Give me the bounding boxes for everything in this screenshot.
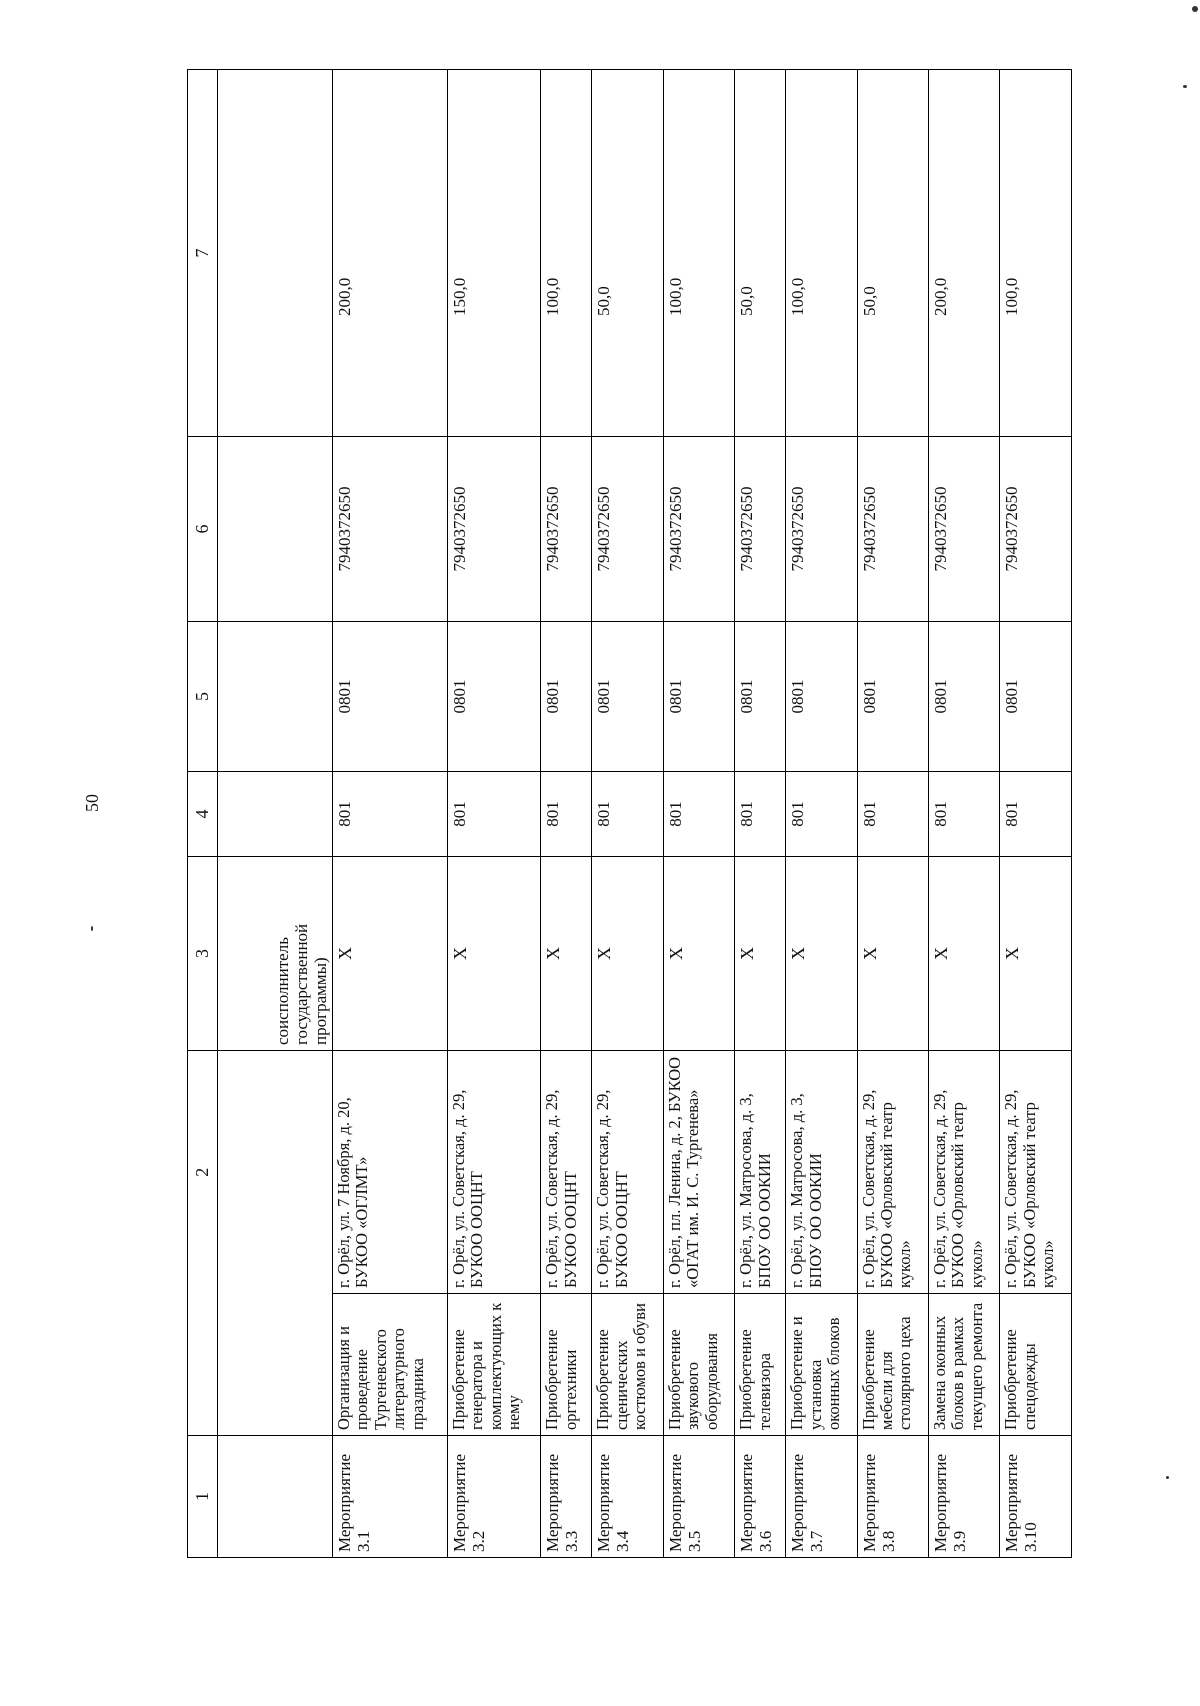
row-address: г. Орёл, ул. Матросова, д. 3, БПОУ ОО ООКИИ bbox=[786, 1051, 857, 1294]
row-name: Приобретение сценических костюмов и обуви bbox=[592, 1294, 663, 1436]
row-code: Мероприятие 3.5 bbox=[663, 1436, 734, 1558]
row-col6: 7940372650 bbox=[1000, 437, 1072, 622]
table-row bbox=[541, 70, 592, 1558]
row-col5: 0801 bbox=[447, 622, 540, 772]
row-x-mark: X bbox=[857, 857, 928, 1051]
budget-table bbox=[187, 69, 1072, 1558]
row-col7: 50,0 bbox=[592, 70, 663, 437]
column-number: 4 bbox=[188, 772, 218, 857]
row-col5: 0801 bbox=[735, 622, 786, 772]
row-x-mark: X bbox=[332, 857, 447, 1051]
table-row bbox=[447, 70, 540, 1558]
column-number-row bbox=[188, 70, 218, 1558]
table-row bbox=[663, 70, 734, 1558]
row-address: г. Орёл, ул. Матросова, д. 3, БПОУ ОО ООКИИ bbox=[735, 1051, 786, 1294]
row-col7: 200,0 bbox=[928, 70, 999, 437]
row-col4: 801 bbox=[447, 772, 540, 857]
row-address: г. Орёл, ул. 7 Ноября, д. 20, БУКОО «ОГЛМТ» bbox=[332, 1051, 447, 1294]
row-col7: 100,0 bbox=[663, 70, 734, 437]
row-name: Приобретение звукового оборудования bbox=[663, 1294, 734, 1436]
table-row bbox=[1000, 70, 1072, 1558]
row-col7: 50,0 bbox=[735, 70, 786, 437]
scan-speck bbox=[1183, 85, 1187, 88]
table-row bbox=[857, 70, 928, 1558]
row-col6: 7940372650 bbox=[786, 437, 857, 622]
row-col7: 100,0 bbox=[786, 70, 857, 437]
column-number: 1 bbox=[188, 1436, 218, 1558]
row-col6: 7940372650 bbox=[663, 437, 734, 622]
row-col6: 7940372650 bbox=[447, 437, 540, 622]
row-name: Приобретение оргтехники bbox=[541, 1294, 592, 1436]
row-col5: 0801 bbox=[857, 622, 928, 772]
row-col7: 50,0 bbox=[857, 70, 928, 437]
row-col4: 801 bbox=[541, 772, 592, 857]
row-code: Мероприятие 3.6 bbox=[735, 1436, 786, 1558]
row-code: Мероприятие 3.7 bbox=[786, 1436, 857, 1558]
table-row bbox=[928, 70, 999, 1558]
row-address: г. Орёл, ул. Советская, д. 29, БУКОО ООЦНТ bbox=[592, 1051, 663, 1294]
row-col4: 801 bbox=[857, 772, 928, 857]
document-table-wrapper bbox=[187, 70, 1072, 1558]
row-col5: 0801 bbox=[1000, 622, 1072, 772]
row-col4: 801 bbox=[1000, 772, 1072, 857]
row-x-mark: X bbox=[928, 857, 999, 1051]
row-col5: 0801 bbox=[786, 622, 857, 772]
subheader-row bbox=[217, 70, 332, 1558]
subheader-cell bbox=[217, 622, 332, 772]
row-name: Замена оконных блоков в рамках текущего ремонта bbox=[928, 1294, 999, 1436]
row-address: г. Орёл, ул. Советская, д. 29, БУКОО «Орловский театр кукол» bbox=[857, 1051, 928, 1294]
row-col4: 801 bbox=[786, 772, 857, 857]
column-number: 5 bbox=[188, 622, 218, 772]
row-name: Приобретение и установка оконных блоков bbox=[786, 1294, 857, 1436]
row-col6: 7940372650 bbox=[332, 437, 447, 622]
row-col6: 7940372650 bbox=[928, 437, 999, 622]
row-code: Мероприятие 3.10 bbox=[1000, 1436, 1072, 1558]
row-address: г. Орёл, ул. Советская, д. 29, БУКОО «Орловский театр кукол» bbox=[1000, 1051, 1072, 1294]
row-x-mark: X bbox=[447, 857, 540, 1051]
row-col4: 801 bbox=[592, 772, 663, 857]
scan-speck bbox=[1166, 1476, 1169, 1479]
row-x-mark: X bbox=[592, 857, 663, 1051]
row-x-mark: X bbox=[735, 857, 786, 1051]
scan-speck bbox=[1192, 6, 1198, 12]
row-col4: 801 bbox=[928, 772, 999, 857]
row-address: г. Орёл, ул. Советская, д. 29, БУКОО ООЦНТ bbox=[541, 1051, 592, 1294]
row-col6: 7940372650 bbox=[541, 437, 592, 622]
table-row bbox=[735, 70, 786, 1558]
row-code: Мероприятие 3.2 bbox=[447, 1436, 540, 1558]
row-x-mark: X bbox=[786, 857, 857, 1051]
row-col6: 7940372650 bbox=[857, 437, 928, 622]
row-code: Мероприятие 3.3 bbox=[541, 1436, 592, 1558]
subheader-cell bbox=[217, 772, 332, 857]
row-col5: 0801 bbox=[928, 622, 999, 772]
row-col7: 100,0 bbox=[1000, 70, 1072, 437]
row-col4: 801 bbox=[663, 772, 734, 857]
row-code: Мероприятие 3.4 bbox=[592, 1436, 663, 1558]
row-code: Мероприятие 3.8 bbox=[857, 1436, 928, 1558]
row-address: г. Орёл, ул. Советская, д. 29, БУКОО «Орловский театр кукол» bbox=[928, 1051, 999, 1294]
row-address: г. Орёл, ул. Советская, д. 29, БУКОО ООЦНТ bbox=[447, 1051, 540, 1294]
row-name: Приобретение мебели для столярного цеха bbox=[857, 1294, 928, 1436]
row-name: Приобретение генератора и комплектующих к нему bbox=[447, 1294, 540, 1436]
column-number: 2 bbox=[188, 1051, 218, 1294]
subheader-cell bbox=[217, 437, 332, 622]
row-col7: 100,0 bbox=[541, 70, 592, 437]
row-col5: 0801 bbox=[541, 622, 592, 772]
row-col5: 0801 bbox=[592, 622, 663, 772]
row-col7: 200,0 bbox=[332, 70, 447, 437]
column-number bbox=[188, 1294, 218, 1436]
row-x-mark: X bbox=[663, 857, 734, 1051]
row-address: г. Орёл, пл. Ленина, д. 2, БУКОО «ОГАТ им. И. С. Тургенева» bbox=[663, 1051, 734, 1294]
column-number: 6 bbox=[188, 437, 218, 622]
table-row bbox=[592, 70, 663, 1558]
row-col5: 0801 bbox=[332, 622, 447, 772]
subheader-cell bbox=[217, 1436, 332, 1558]
column-number: 7 bbox=[188, 70, 218, 437]
scan-speck bbox=[91, 926, 93, 931]
row-col6: 7940372650 bbox=[592, 437, 663, 622]
row-x-mark: X bbox=[1000, 857, 1072, 1051]
row-col4: 801 bbox=[735, 772, 786, 857]
row-code: Мероприятие 3.1 bbox=[332, 1436, 447, 1558]
subheader-cell bbox=[217, 70, 332, 437]
page-number: 50 bbox=[82, 794, 102, 812]
column-number: 3 bbox=[188, 857, 218, 1051]
row-code: Мероприятие 3.9 bbox=[928, 1436, 999, 1558]
row-col4: 801 bbox=[332, 772, 447, 857]
row-col5: 0801 bbox=[663, 622, 734, 772]
subheader-col3: соисполнитель государственной программы) bbox=[217, 857, 332, 1051]
row-name: Организация и проведение Тургеневского литературного праздника bbox=[332, 1294, 447, 1436]
subheader-cell bbox=[217, 1051, 332, 1436]
row-col6: 7940372650 bbox=[735, 437, 786, 622]
row-col7: 150,0 bbox=[447, 70, 540, 437]
row-name: Приобретение спецодежды bbox=[1000, 1294, 1072, 1436]
table-row bbox=[786, 70, 857, 1558]
row-x-mark: X bbox=[541, 857, 592, 1051]
table-row bbox=[332, 70, 447, 1558]
row-name: Приобретение телевизора bbox=[735, 1294, 786, 1436]
